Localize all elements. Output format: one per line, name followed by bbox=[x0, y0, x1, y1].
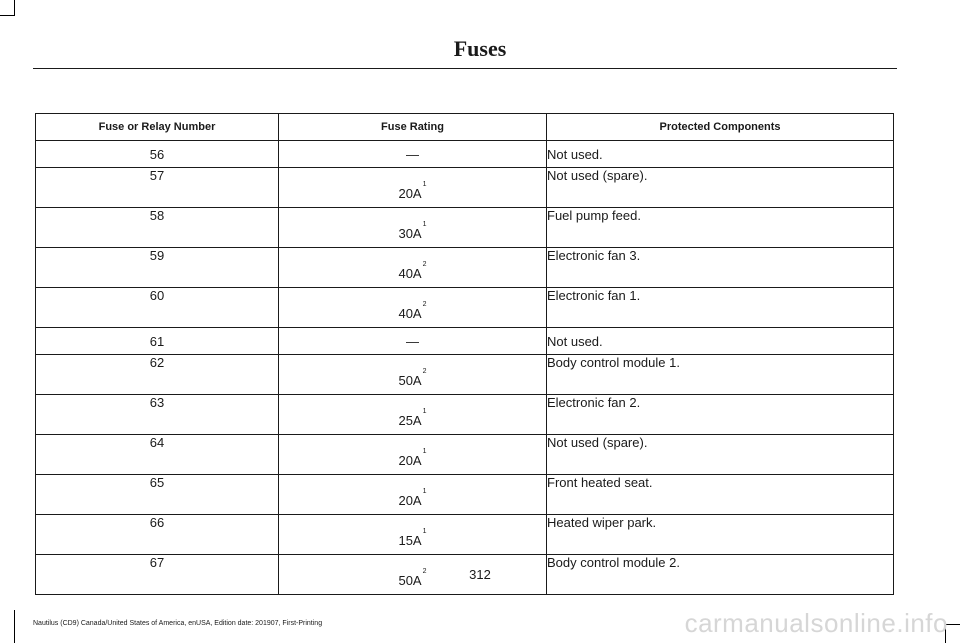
fuse-number: 66 bbox=[36, 515, 279, 555]
column-header-protected-components: Protected Components bbox=[547, 114, 894, 141]
watermark: carmanualsonline.info bbox=[684, 608, 948, 638]
footnote-marker: 2 bbox=[422, 368, 427, 375]
footnote-marker: 1 bbox=[422, 408, 427, 415]
protected-component: Fuel pump feed. bbox=[547, 208, 894, 248]
crop-mark-top-left-vertical bbox=[14, 0, 15, 16]
crop-mark-top-left-horizontal bbox=[0, 15, 15, 16]
protected-component: Body control module 2. bbox=[547, 555, 894, 595]
fuse-number: 63 bbox=[36, 395, 279, 435]
footnote-marker: 2 bbox=[422, 301, 427, 308]
fuse-number: 57 bbox=[36, 168, 279, 208]
footnote-marker: 1 bbox=[422, 221, 427, 228]
table-row bbox=[36, 141, 894, 168]
fuse-rating: — bbox=[406, 146, 419, 162]
protected-component: Electronic fan 1. bbox=[547, 288, 894, 328]
fuse-number: 64 bbox=[36, 435, 279, 475]
crop-mark-bottom-left-vertical bbox=[14, 610, 15, 643]
fuse-number: 62 bbox=[36, 355, 279, 395]
fuse-rating: 40A bbox=[398, 306, 422, 321]
fuse-number: 56 bbox=[36, 141, 279, 168]
fuse-rating-cell bbox=[279, 208, 547, 248]
fuse-rating-cell bbox=[279, 475, 547, 515]
column-header-fuse-number: Fuse or Relay Number bbox=[36, 114, 279, 141]
page-number: 312 bbox=[469, 567, 491, 582]
table-row bbox=[36, 515, 894, 555]
table-row bbox=[36, 248, 894, 288]
fuse-number: 61 bbox=[36, 328, 279, 355]
fuse-number: 58 bbox=[36, 208, 279, 248]
footnote-marker: 2 bbox=[422, 568, 427, 575]
fuse-number: 60 bbox=[36, 288, 279, 328]
protected-component: Not used (spare). bbox=[547, 435, 894, 475]
footnote-marker: 1 bbox=[422, 528, 427, 535]
fuse-rating-cell bbox=[279, 328, 547, 355]
fuse-rating: 20A bbox=[398, 186, 422, 201]
fuse-rating-cell bbox=[279, 515, 547, 555]
table-row bbox=[36, 328, 894, 355]
fuse-rating: — bbox=[406, 333, 419, 349]
protected-component: Front heated seat. bbox=[547, 475, 894, 515]
protected-component: Not used. bbox=[547, 328, 894, 355]
protected-component: Electronic fan 3. bbox=[547, 248, 894, 288]
fuse-rating: 20A bbox=[398, 453, 422, 468]
column-header-fuse-rating: Fuse Rating bbox=[279, 114, 547, 141]
table-row bbox=[36, 395, 894, 435]
fuse-rating: 50A bbox=[398, 373, 422, 388]
fuse-rating: 30A bbox=[398, 226, 422, 241]
footnote-marker: 1 bbox=[422, 181, 427, 188]
fuse-rating: 20A bbox=[398, 493, 422, 508]
table-row bbox=[36, 288, 894, 328]
fuse-rating-cell bbox=[279, 288, 547, 328]
fuse-rating-cell bbox=[279, 355, 547, 395]
footnote-marker: 1 bbox=[422, 488, 427, 495]
fuse-rating: 50A bbox=[398, 573, 422, 588]
table-row bbox=[36, 435, 894, 475]
fuse-rating-cell bbox=[279, 248, 547, 288]
protected-component: Electronic fan 2. bbox=[547, 395, 894, 435]
protected-component: Not used. bbox=[547, 141, 894, 168]
fuse-number: 65 bbox=[36, 475, 279, 515]
fuse-number: 59 bbox=[36, 248, 279, 288]
protected-component: Body control module 1. bbox=[547, 355, 894, 395]
footnote-marker: 1 bbox=[422, 448, 427, 455]
fuse-rating-cell bbox=[279, 395, 547, 435]
fuse-rating: 40A bbox=[398, 266, 422, 281]
fuse-rating-cell bbox=[279, 435, 547, 475]
fuse-number: 67 bbox=[36, 555, 279, 595]
page-title: Fuses bbox=[453, 36, 507, 61]
title-divider bbox=[33, 68, 897, 69]
table-row bbox=[36, 208, 894, 248]
footnote-marker: 2 bbox=[422, 261, 427, 268]
fuse-rating: 15A bbox=[398, 533, 422, 548]
table-header-row bbox=[36, 114, 894, 141]
table-row bbox=[36, 168, 894, 208]
fuse-rating-cell bbox=[279, 168, 547, 208]
table-row bbox=[36, 355, 894, 395]
fuse-rating: 25A bbox=[398, 413, 422, 428]
table-row bbox=[36, 475, 894, 515]
fuse-rating-cell bbox=[279, 141, 547, 168]
edition-footer: Nautilus (CD9) Canada/United States of America, enUSA, Edition date: 201907, First-Printing bbox=[33, 620, 323, 627]
protected-component: Heated wiper park. bbox=[547, 515, 894, 555]
protected-component: Not used (spare). bbox=[547, 168, 894, 208]
fuse-table bbox=[35, 113, 894, 595]
